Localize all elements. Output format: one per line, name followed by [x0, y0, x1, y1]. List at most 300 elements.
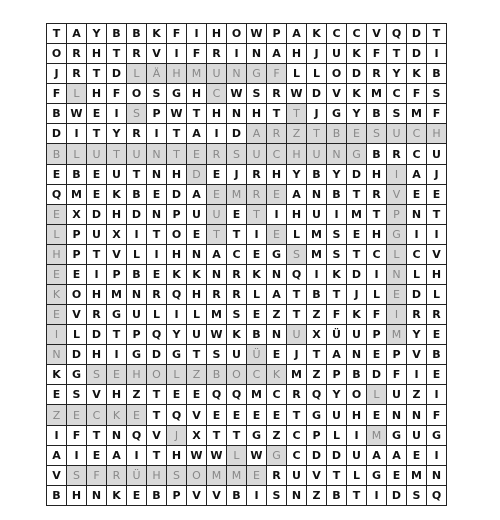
grid-cell[interactable]: L — [227, 445, 247, 465]
grid-cell[interactable]: K — [307, 24, 327, 44]
grid-cell[interactable]: Ü — [247, 345, 267, 365]
grid-cell[interactable]: O — [147, 365, 167, 385]
grid-cell[interactable]: F — [187, 44, 207, 64]
grid-cell[interactable]: T — [307, 345, 327, 365]
grid-cell[interactable]: E — [207, 184, 227, 204]
grid-cell[interactable]: J — [307, 104, 327, 124]
grid-cell[interactable]: F — [87, 465, 107, 485]
grid-cell[interactable]: N — [147, 164, 167, 184]
grid-cell[interactable]: D — [367, 365, 387, 385]
grid-cell[interactable]: E — [367, 405, 387, 425]
grid-cell[interactable]: F — [167, 24, 187, 44]
grid-cell[interactable]: E — [187, 144, 207, 164]
grid-cell[interactable]: L — [307, 64, 327, 84]
grid-cell[interactable]: E — [47, 164, 67, 184]
grid-cell[interactable]: L — [427, 285, 447, 305]
grid-cell[interactable]: D — [407, 285, 427, 305]
grid-cell[interactable]: R — [227, 285, 247, 305]
grid-cell[interactable]: Y — [407, 325, 427, 345]
grid-cell[interactable]: N — [407, 204, 427, 224]
grid-cell[interactable]: D — [347, 164, 367, 184]
grid-cell[interactable]: H — [167, 244, 187, 264]
grid-cell[interactable]: S — [227, 305, 247, 325]
grid-cell[interactable]: I — [67, 445, 87, 465]
grid-cell[interactable]: N — [227, 64, 247, 84]
grid-cell[interactable]: U — [307, 204, 327, 224]
grid-cell[interactable]: R — [367, 184, 387, 204]
grid-cell[interactable]: P — [67, 224, 87, 244]
grid-cell[interactable]: M — [67, 184, 87, 204]
grid-cell[interactable]: S — [67, 385, 87, 405]
grid-cell[interactable]: M — [107, 285, 127, 305]
grid-cell[interactable]: H — [207, 104, 227, 124]
grid-cell[interactable]: E — [227, 405, 247, 425]
grid-cell[interactable]: S — [427, 84, 447, 104]
grid-cell[interactable]: T — [187, 104, 207, 124]
grid-cell[interactable]: J — [167, 425, 187, 445]
grid-cell[interactable]: R — [427, 305, 447, 325]
grid-cell[interactable]: H — [427, 124, 447, 144]
grid-cell[interactable]: D — [327, 445, 347, 465]
grid-cell[interactable]: J — [307, 44, 327, 64]
grid-cell[interactable]: M — [207, 465, 227, 485]
grid-cell[interactable]: E — [207, 405, 227, 425]
grid-cell[interactable]: B — [347, 365, 367, 385]
grid-cell[interactable]: P — [267, 24, 287, 44]
grid-cell[interactable]: G — [327, 104, 347, 124]
grid-cell[interactable]: T — [307, 124, 327, 144]
grid-cell[interactable]: D — [407, 24, 427, 44]
grid-cell[interactable]: R — [387, 144, 407, 164]
grid-cell[interactable]: Q — [127, 425, 147, 445]
grid-cell[interactable]: Z — [267, 425, 287, 445]
grid-cell[interactable]: B — [107, 24, 127, 44]
grid-cell[interactable]: H — [147, 465, 167, 485]
grid-cell[interactable]: C — [267, 385, 287, 405]
grid-cell[interactable]: I — [427, 224, 447, 244]
grid-cell[interactable]: G — [67, 365, 87, 385]
grid-cell[interactable]: T — [107, 44, 127, 64]
grid-cell[interactable]: V — [87, 385, 107, 405]
grid-cell[interactable]: A — [207, 244, 227, 264]
grid-cell[interactable]: Ü — [127, 465, 147, 485]
grid-cell[interactable]: V — [67, 305, 87, 325]
grid-cell[interactable]: T — [287, 285, 307, 305]
grid-cell[interactable]: R — [247, 184, 267, 204]
grid-cell[interactable]: M — [387, 325, 407, 345]
grid-cell[interactable]: O — [227, 24, 247, 44]
grid-cell[interactable]: T — [207, 224, 227, 244]
grid-cell[interactable]: L — [327, 425, 347, 445]
grid-cell[interactable]: K — [107, 184, 127, 204]
grid-cell[interactable]: H — [287, 44, 307, 64]
grid-cell[interactable]: D — [307, 84, 327, 104]
grid-cell[interactable]: P — [167, 485, 187, 505]
grid-cell[interactable]: V — [307, 465, 327, 485]
grid-cell[interactable]: N — [287, 485, 307, 505]
grid-cell[interactable]: Q — [207, 385, 227, 405]
grid-cell[interactable]: H — [267, 164, 287, 184]
grid-cell[interactable]: F — [47, 84, 67, 104]
grid-cell[interactable]: E — [247, 465, 267, 485]
grid-cell[interactable]: L — [67, 144, 87, 164]
grid-cell[interactable]: V — [327, 84, 347, 104]
grid-cell[interactable]: U — [107, 164, 127, 184]
grid-cell[interactable]: G — [167, 345, 187, 365]
grid-cell[interactable]: S — [167, 465, 187, 485]
grid-cell[interactable]: E — [407, 184, 427, 204]
grid-cell[interactable]: B — [307, 164, 327, 184]
grid-cell[interactable]: S — [227, 144, 247, 164]
grid-cell[interactable]: E — [267, 184, 287, 204]
grid-cell[interactable]: T — [207, 425, 227, 445]
grid-cell[interactable]: I — [267, 204, 287, 224]
grid-cell[interactable]: W — [67, 104, 87, 124]
grid-cell[interactable]: A — [327, 345, 347, 365]
grid-cell[interactable]: I — [387, 164, 407, 184]
grid-cell[interactable]: G — [387, 425, 407, 445]
grid-cell[interactable]: E — [267, 224, 287, 244]
grid-cell[interactable]: R — [207, 144, 227, 164]
grid-cell[interactable]: V — [47, 465, 67, 485]
grid-cell[interactable]: Q — [167, 285, 187, 305]
grid-cell[interactable]: B — [427, 64, 447, 84]
grid-cell[interactable]: K — [167, 264, 187, 284]
grid-cell[interactable]: C — [247, 365, 267, 385]
grid-cell[interactable]: U — [127, 144, 147, 164]
grid-cell[interactable]: Q — [387, 24, 407, 44]
grid-cell[interactable]: C — [287, 425, 307, 445]
grid-cell[interactable]: Q — [307, 385, 327, 405]
grid-cell[interactable]: E — [367, 345, 387, 365]
grid-cell[interactable]: L — [247, 285, 267, 305]
grid-cell[interactable]: E — [107, 365, 127, 385]
grid-cell[interactable]: H — [247, 104, 267, 124]
grid-cell[interactable]: Y — [347, 104, 367, 124]
grid-cell[interactable]: I — [127, 224, 147, 244]
grid-cell[interactable]: T — [387, 44, 407, 64]
grid-cell[interactable]: N — [387, 264, 407, 284]
grid-cell[interactable]: W — [207, 325, 227, 345]
grid-cell[interactable]: F — [427, 405, 447, 425]
grid-cell[interactable]: M — [347, 204, 367, 224]
grid-cell[interactable]: Y — [327, 164, 347, 184]
grid-cell[interactable]: I — [307, 264, 327, 284]
grid-cell[interactable]: G — [267, 244, 287, 264]
grid-cell[interactable]: R — [207, 44, 227, 64]
grid-cell[interactable]: E — [387, 465, 407, 485]
grid-cell[interactable]: I — [167, 305, 187, 325]
grid-cell[interactable]: M — [307, 244, 327, 264]
grid-cell[interactable]: K — [347, 84, 367, 104]
grid-cell[interactable]: S — [127, 104, 147, 124]
grid-cell[interactable]: E — [347, 124, 367, 144]
grid-cell[interactable]: W — [187, 445, 207, 465]
grid-cell[interactable]: V — [207, 485, 227, 505]
grid-cell[interactable]: I — [247, 485, 267, 505]
grid-cell[interactable]: P — [107, 264, 127, 284]
grid-cell[interactable]: S — [367, 124, 387, 144]
grid-cell[interactable]: D — [127, 204, 147, 224]
grid-cell[interactable]: B — [47, 485, 67, 505]
grid-cell[interactable]: C — [267, 144, 287, 164]
grid-cell[interactable]: I — [367, 264, 387, 284]
grid-cell[interactable]: L — [67, 84, 87, 104]
grid-cell[interactable]: F — [267, 64, 287, 84]
grid-cell[interactable]: L — [147, 305, 167, 325]
grid-cell[interactable]: D — [167, 184, 187, 204]
grid-cell[interactable]: S — [327, 224, 347, 244]
grid-cell[interactable]: E — [67, 405, 87, 425]
grid-cell[interactable]: I — [327, 204, 347, 224]
grid-cell[interactable]: U — [207, 204, 227, 224]
grid-cell[interactable]: T — [167, 144, 187, 164]
grid-cell[interactable]: Q — [227, 385, 247, 405]
grid-cell[interactable]: N — [147, 144, 167, 164]
grid-cell[interactable]: C — [407, 244, 427, 264]
grid-cell[interactable]: K — [347, 305, 367, 325]
grid-cell[interactable]: I — [347, 425, 367, 445]
grid-cell[interactable]: E — [67, 264, 87, 284]
grid-cell[interactable]: O — [327, 64, 347, 84]
grid-cell[interactable]: E — [147, 184, 167, 204]
grid-cell[interactable]: B — [147, 485, 167, 505]
grid-cell[interactable]: E — [207, 164, 227, 184]
grid-cell[interactable]: Y — [107, 124, 127, 144]
grid-cell[interactable]: M — [367, 425, 387, 445]
grid-cell[interactable]: E — [87, 445, 107, 465]
grid-cell[interactable]: U — [207, 64, 227, 84]
grid-cell[interactable]: L — [347, 465, 367, 485]
grid-cell[interactable]: R — [367, 64, 387, 84]
grid-cell[interactable]: E — [247, 405, 267, 425]
grid-cell[interactable]: U — [327, 405, 347, 425]
grid-cell[interactable]: N — [127, 285, 147, 305]
grid-cell[interactable]: R — [87, 305, 107, 325]
grid-cell[interactable]: U — [187, 325, 207, 345]
grid-cell[interactable]: E — [47, 204, 67, 224]
grid-cell[interactable]: H — [287, 204, 307, 224]
grid-cell[interactable]: B — [427, 345, 447, 365]
grid-cell[interactable]: K — [347, 44, 367, 64]
grid-cell[interactable]: E — [127, 405, 147, 425]
grid-cell[interactable]: T — [47, 24, 67, 44]
grid-cell[interactable]: V — [407, 345, 427, 365]
grid-cell[interactable]: W — [207, 445, 227, 465]
grid-cell[interactable]: I — [367, 485, 387, 505]
grid-cell[interactable]: Z — [267, 305, 287, 325]
grid-cell[interactable]: O — [227, 365, 247, 385]
grid-cell[interactable]: N — [387, 405, 407, 425]
grid-cell[interactable]: E — [47, 264, 67, 284]
grid-cell[interactable]: D — [187, 164, 207, 184]
grid-cell[interactable]: G — [247, 64, 267, 84]
grid-cell[interactable]: T — [87, 64, 107, 84]
grid-cell[interactable]: A — [287, 24, 307, 44]
grid-cell[interactable]: E — [87, 184, 107, 204]
grid-cell[interactable]: U — [247, 144, 267, 164]
grid-cell[interactable]: U — [287, 465, 307, 485]
grid-cell[interactable]: I — [147, 124, 167, 144]
grid-cell[interactable]: G — [427, 425, 447, 445]
grid-cell[interactable]: W — [167, 104, 187, 124]
grid-cell[interactable]: F — [367, 305, 387, 325]
grid-cell[interactable]: O — [127, 84, 147, 104]
grid-cell[interactable]: W — [247, 24, 267, 44]
grid-cell[interactable]: I — [167, 44, 187, 64]
grid-cell[interactable]: O — [167, 224, 187, 244]
grid-cell[interactable]: H — [347, 405, 367, 425]
grid-cell[interactable]: I — [47, 425, 67, 445]
grid-cell[interactable]: R — [287, 385, 307, 405]
grid-cell[interactable]: L — [287, 224, 307, 244]
grid-cell[interactable]: N — [47, 345, 67, 365]
grid-cell[interactable]: D — [87, 204, 107, 224]
grid-cell[interactable]: M — [367, 84, 387, 104]
grid-cell[interactable]: E — [407, 445, 427, 465]
grid-cell[interactable]: Q — [147, 325, 167, 345]
grid-cell[interactable]: E — [127, 485, 147, 505]
grid-cell[interactable]: B — [307, 285, 327, 305]
grid-cell[interactable]: K — [47, 285, 67, 305]
grid-cell[interactable]: E — [427, 184, 447, 204]
grid-cell[interactable]: E — [227, 204, 247, 224]
grid-cell[interactable]: D — [87, 325, 107, 345]
grid-cell[interactable]: G — [127, 345, 147, 365]
grid-cell[interactable]: V — [427, 244, 447, 264]
grid-cell[interactable]: T — [227, 425, 247, 445]
grid-cell[interactable]: E — [167, 385, 187, 405]
grid-cell[interactable]: N — [87, 485, 107, 505]
grid-cell[interactable]: F — [327, 305, 347, 325]
grid-cell[interactable]: D — [347, 264, 367, 284]
grid-cell[interactable]: D — [147, 345, 167, 365]
grid-cell[interactable]: C — [407, 124, 427, 144]
grid-cell[interactable]: G — [247, 425, 267, 445]
grid-cell[interactable]: I — [67, 124, 87, 144]
grid-cell[interactable]: T — [147, 385, 167, 405]
grid-cell[interactable]: N — [267, 264, 287, 284]
grid-cell[interactable]: L — [367, 385, 387, 405]
grid-cell[interactable]: W — [227, 84, 247, 104]
grid-cell[interactable]: Z — [307, 485, 327, 505]
grid-cell[interactable]: S — [247, 84, 267, 104]
grid-cell[interactable]: N — [147, 204, 167, 224]
grid-cell[interactable]: K — [407, 64, 427, 84]
grid-cell[interactable]: P — [387, 204, 407, 224]
grid-cell[interactable]: V — [107, 244, 127, 264]
grid-cell[interactable]: R — [127, 44, 147, 64]
grid-cell[interactable]: M — [187, 64, 207, 84]
grid-cell[interactable]: T — [367, 204, 387, 224]
grid-cell[interactable]: E — [347, 224, 367, 244]
grid-cell[interactable]: V — [147, 425, 167, 445]
grid-cell[interactable]: A — [67, 24, 87, 44]
grid-cell[interactable]: S — [287, 244, 307, 264]
grid-cell[interactable]: H — [87, 285, 107, 305]
grid-cell[interactable]: A — [247, 124, 267, 144]
grid-cell[interactable]: U — [387, 124, 407, 144]
grid-cell[interactable]: T — [347, 244, 367, 264]
grid-cell[interactable]: P — [327, 365, 347, 385]
grid-cell[interactable]: P — [147, 104, 167, 124]
grid-cell[interactable]: T — [107, 325, 127, 345]
grid-cell[interactable]: L — [387, 244, 407, 264]
grid-cell[interactable]: T — [147, 405, 167, 425]
grid-cell[interactable]: Y — [87, 24, 107, 44]
grid-cell[interactable]: P — [127, 325, 147, 345]
grid-cell[interactable]: S — [147, 84, 167, 104]
grid-cell[interactable]: E — [267, 405, 287, 425]
grid-cell[interactable]: E — [47, 385, 67, 405]
grid-cell[interactable]: B — [127, 184, 147, 204]
grid-cell[interactable]: L — [407, 264, 427, 284]
grid-cell[interactable]: T — [327, 465, 347, 485]
grid-cell[interactable]: Q — [167, 405, 187, 425]
grid-cell[interactable]: C — [387, 84, 407, 104]
grid-cell[interactable]: U — [407, 425, 427, 445]
grid-cell[interactable]: T — [227, 224, 247, 244]
grid-cell[interactable]: V — [187, 485, 207, 505]
grid-cell[interactable]: L — [167, 365, 187, 385]
grid-cell[interactable]: K — [107, 485, 127, 505]
grid-cell[interactable]: U — [227, 345, 247, 365]
grid-cell[interactable]: O — [47, 44, 67, 64]
grid-cell[interactable]: R — [407, 305, 427, 325]
grid-cell[interactable]: G — [107, 305, 127, 325]
grid-cell[interactable]: T — [87, 124, 107, 144]
grid-cell[interactable]: D — [227, 124, 247, 144]
grid-cell[interactable]: U — [87, 224, 107, 244]
grid-cell[interactable]: K — [267, 365, 287, 385]
grid-cell[interactable]: T — [127, 164, 147, 184]
grid-cell[interactable]: I — [147, 244, 167, 264]
grid-cell[interactable]: D — [407, 44, 427, 64]
grid-cell[interactable]: H — [87, 345, 107, 365]
grid-cell[interactable]: V — [187, 405, 207, 425]
grid-cell[interactable]: A — [267, 285, 287, 305]
grid-cell[interactable]: E — [87, 104, 107, 124]
grid-cell[interactable]: Q — [287, 264, 307, 284]
grid-cell[interactable]: K — [227, 325, 247, 345]
grid-cell[interactable]: Y — [287, 164, 307, 184]
grid-cell[interactable]: I — [207, 124, 227, 144]
grid-cell[interactable]: R — [207, 285, 227, 305]
grid-cell[interactable]: D — [47, 124, 67, 144]
grid-cell[interactable]: Z — [187, 365, 207, 385]
grid-cell[interactable]: R — [107, 465, 127, 485]
grid-cell[interactable]: H — [287, 144, 307, 164]
grid-cell[interactable]: J — [427, 164, 447, 184]
grid-cell[interactable]: G — [307, 405, 327, 425]
grid-cell[interactable]: E — [147, 264, 167, 284]
grid-cell[interactable]: I — [107, 104, 127, 124]
grid-cell[interactable]: U — [187, 204, 207, 224]
grid-cell[interactable]: C — [207, 84, 227, 104]
grid-cell[interactable]: N — [427, 465, 447, 485]
grid-cell[interactable]: E — [427, 325, 447, 345]
grid-cell[interactable]: C — [287, 445, 307, 465]
grid-cell[interactable]: H — [367, 224, 387, 244]
grid-cell[interactable]: R — [267, 84, 287, 104]
grid-cell[interactable]: Q — [427, 485, 447, 505]
grid-cell[interactable]: T — [427, 24, 447, 44]
grid-cell[interactable]: S — [267, 485, 287, 505]
grid-cell[interactable]: F — [387, 365, 407, 385]
grid-cell[interactable]: X — [67, 204, 87, 224]
grid-cell[interactable]: T — [347, 184, 367, 204]
grid-cell[interactable]: U — [387, 385, 407, 405]
